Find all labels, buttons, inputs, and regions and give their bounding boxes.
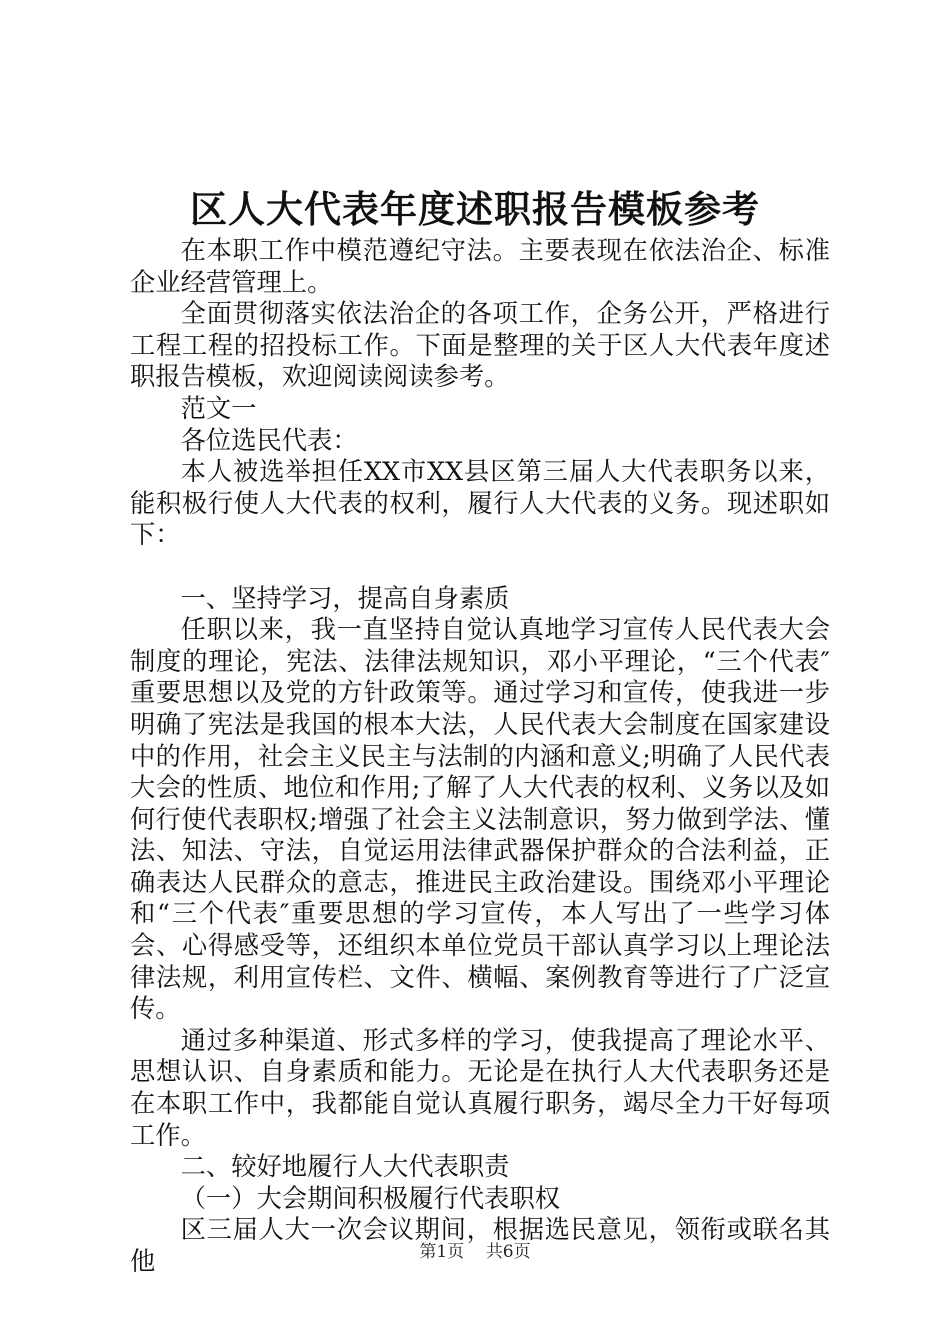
paragraph: 范文一 — [180, 393, 257, 423]
page-total: 共6页 — [485, 1242, 531, 1262]
document-title: 区人大代表年度述职报告模板参考 — [190, 187, 760, 231]
paragraph: 全面贯彻落实依法治企的各项工作，企务公开，严格进行工程工程的招投标工作。下面是整理的关于区人大代表年度述职报告模板，欢迎阅读阅读参考。 — [130, 299, 830, 392]
page-footer — [0, 1240, 950, 1264]
paragraph: 本人被选举担任XX市XX县区第三届人大代表职务以来，能积极行使人大代表的权利，履行人大代表的义务。现述职如下： — [130, 457, 830, 550]
page-number: 第1页 — [419, 1242, 465, 1262]
document-body — [130, 235, 830, 1278]
paragraph: 区三届人大一次会议期间，根据选民意见，领衔或联名其他 — [130, 1215, 830, 1276]
subsection-heading: （一）大会期间积极履行代表职权 — [180, 1183, 561, 1213]
section-heading: 一、坚持学习，提高自身素质 — [180, 583, 510, 613]
paragraph: 各位选民代表： — [180, 425, 358, 455]
footer-spacer — [470, 1242, 481, 1262]
blank-line — [130, 551, 830, 583]
paragraph: 任职以来，我一直坚持自觉认真地学习宣传人民代表大会制度的理论，宪法、法律法规知识，邓小平理论，“三个代表″重要思想以及党的方针政策等。通过学习和宣传，使我进一步明确了宪法是我国的根本大法，人民代表大会制度在国家建设中的作用，社会主义民主与法制的内涵和意义;明确了人民代表大会的性质、地位和作用;了解了人大代表的权利、义务以及如何行使代表职权;增强了社会主义法制意识，努力做到学法、懂法、知法、守法，自觉运用法律武器保护群众的合法利益，正确表达人民群众的意志，推进民主政治建设。围绕邓小平理论和“三个代表″重要思想的学习宣传，本人写出了一些学习体会、心得感受等，还组织本单位党员干部认真学习以上理论法律法规，利用宣传栏、文件、横幅、案例教育等进行了广泛宣传。 — [130, 615, 830, 1024]
paragraph: 在本职工作中模范遵纪守法。主要表现在依法治企、标准企业经营管理上。 — [130, 236, 830, 297]
section-heading: 二、较好地履行人大代表职责 — [180, 1152, 510, 1182]
paragraph: 通过多种渠道、形式多样的学习，使我提高了理论水平、思想认识、自身素质和能力。无论是在执行人大代表职务还是在本职工作中，我都能自觉认真履行职务，竭尽全力干好每项工作。 — [130, 1025, 830, 1150]
